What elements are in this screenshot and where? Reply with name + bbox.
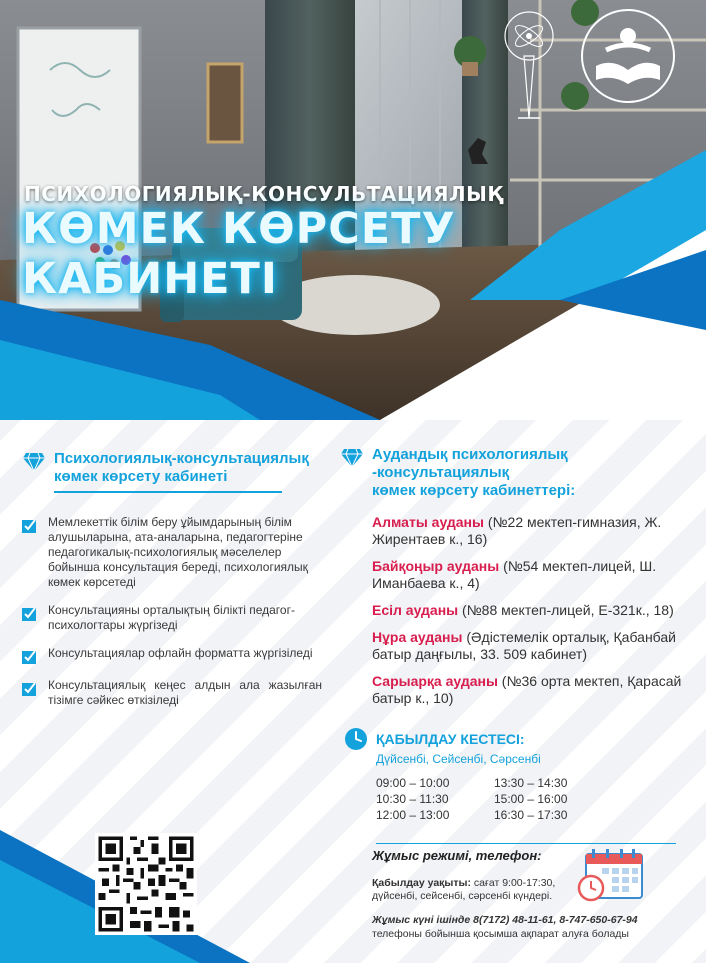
districts-list (372, 514, 690, 707)
divider (54, 491, 282, 493)
qr-code[interactable] (95, 833, 197, 935)
education-dept-logo (498, 6, 560, 126)
calendar-clock-icon (576, 848, 646, 904)
reception-hours-label: Қабылдау уақыты: (372, 877, 472, 889)
about-title-line2: көмек көрсету кабинеті (54, 468, 228, 485)
checkbox-icon (22, 518, 40, 534)
phone-info (372, 913, 672, 941)
list-item-text: Консультациялар офлайн форматта жүргізіледі (48, 646, 313, 660)
phone-numbers[interactable]: Жұмыс күні ішінде 8(7172) 48-11-61, 8-747-650-67-94 (372, 914, 638, 926)
list-item (22, 515, 322, 590)
schedule-days: Дүйсенбі, Сейсенбі, Сәрсенбі (376, 752, 541, 766)
time-slot: 10:30 – 11:30 (376, 792, 449, 806)
district-detail: (№54 мектеп-лицей, Ш. Иманбаева к., 4) (372, 558, 657, 591)
time-slot: 16:30 – 17:30 (494, 808, 568, 822)
list-item-text: Консультациялық кеңес алдын ала жазылған тізімге сәйкес өткізіледі (48, 678, 322, 707)
district-detail: (№36 орта мектеп, Қарасай батыр к., 10) (372, 673, 682, 706)
districts-heading (340, 446, 690, 500)
checkbox-icon (22, 681, 40, 697)
checkbox-icon (22, 606, 40, 622)
reception-hours-text: сағат 9:00-17:30, дүйсенбі, сейсенбі, сәрсенбі күндері. (372, 877, 556, 902)
about-heading (22, 450, 322, 486)
list-item-text: Консультацияны орталықтың білікті педагог-психологтары жүргізеді (48, 603, 295, 632)
time-slot: 09:00 – 10:00 (376, 776, 450, 790)
clock-icon (344, 727, 368, 751)
list-item (22, 678, 322, 708)
district-name: Есіл ауданы (372, 602, 459, 618)
checkbox-icon (22, 649, 40, 665)
district-detail: (№22 мектеп-гимназия, Ж. Жирентаев к., 16) (372, 514, 662, 547)
district-name: Алматы ауданы (372, 514, 484, 530)
districts-section (340, 446, 690, 844)
diamond-icon (22, 452, 46, 472)
phone-info-text: телефоны бойынша қосымша ақпарат алуға болады (372, 928, 629, 940)
district-item (372, 602, 690, 619)
time-slot: 15:00 – 16:00 (494, 792, 568, 806)
list-item (22, 603, 322, 633)
list-item (22, 646, 322, 665)
district-detail: (Әдістемелік орталық, Қабанбай батыр даңғылы, 33. 509 кабинет) (372, 629, 676, 662)
list-item-text: Мемлекеттік білім беру ұйымдарының білім алушыларына, ата-аналарына, педагогтеріне педагогикалық-психологиялық мәселелер бойынша консультация береді, психологиялық көмек көрсетеді (48, 515, 308, 589)
districts-title-line2: көмек көрсету кабинеттері: (372, 482, 576, 499)
painting (208, 64, 242, 142)
hero-title-line2: КӨМЕК КӨРСЕТУ КАБИНЕТІ (22, 204, 456, 304)
district-detail: (№88 мектеп-лицей, Е-321к., 18) (458, 602, 674, 618)
district-item (372, 629, 690, 663)
time-slot: 12:00 – 13:00 (376, 808, 450, 822)
services-list (22, 515, 322, 708)
district-name: Сарыарқа ауданы (372, 673, 498, 689)
hero-photo (0, 0, 706, 420)
district-item (372, 514, 690, 548)
about-section (22, 450, 322, 721)
schedule-heading (344, 727, 690, 751)
district-name: Нұра ауданы (372, 629, 463, 645)
contact-title: Жұмыс режимі, телефон: (372, 848, 542, 863)
districts-title-line1: Аудандық психологиялық -консультациялық (372, 446, 568, 481)
methodological-center-logo (566, 6, 690, 106)
schedule-title: ҚАБЫЛДАУ КЕСТЕСІ: (376, 731, 525, 747)
diamond-icon (340, 448, 364, 468)
about-title-line1: Психологиялық-консультациялық (54, 450, 309, 467)
time-slot: 13:30 – 14:30 (494, 776, 568, 790)
district-name: Байқоңыр ауданы (372, 558, 500, 574)
hero-title-line1: ПСИХОЛОГИЯЛЫҚ-КОНСУЛЬТАЦИЯЛЫҚ (24, 182, 504, 206)
reception-hours (372, 877, 587, 903)
district-item (372, 558, 690, 592)
district-item (372, 673, 690, 707)
